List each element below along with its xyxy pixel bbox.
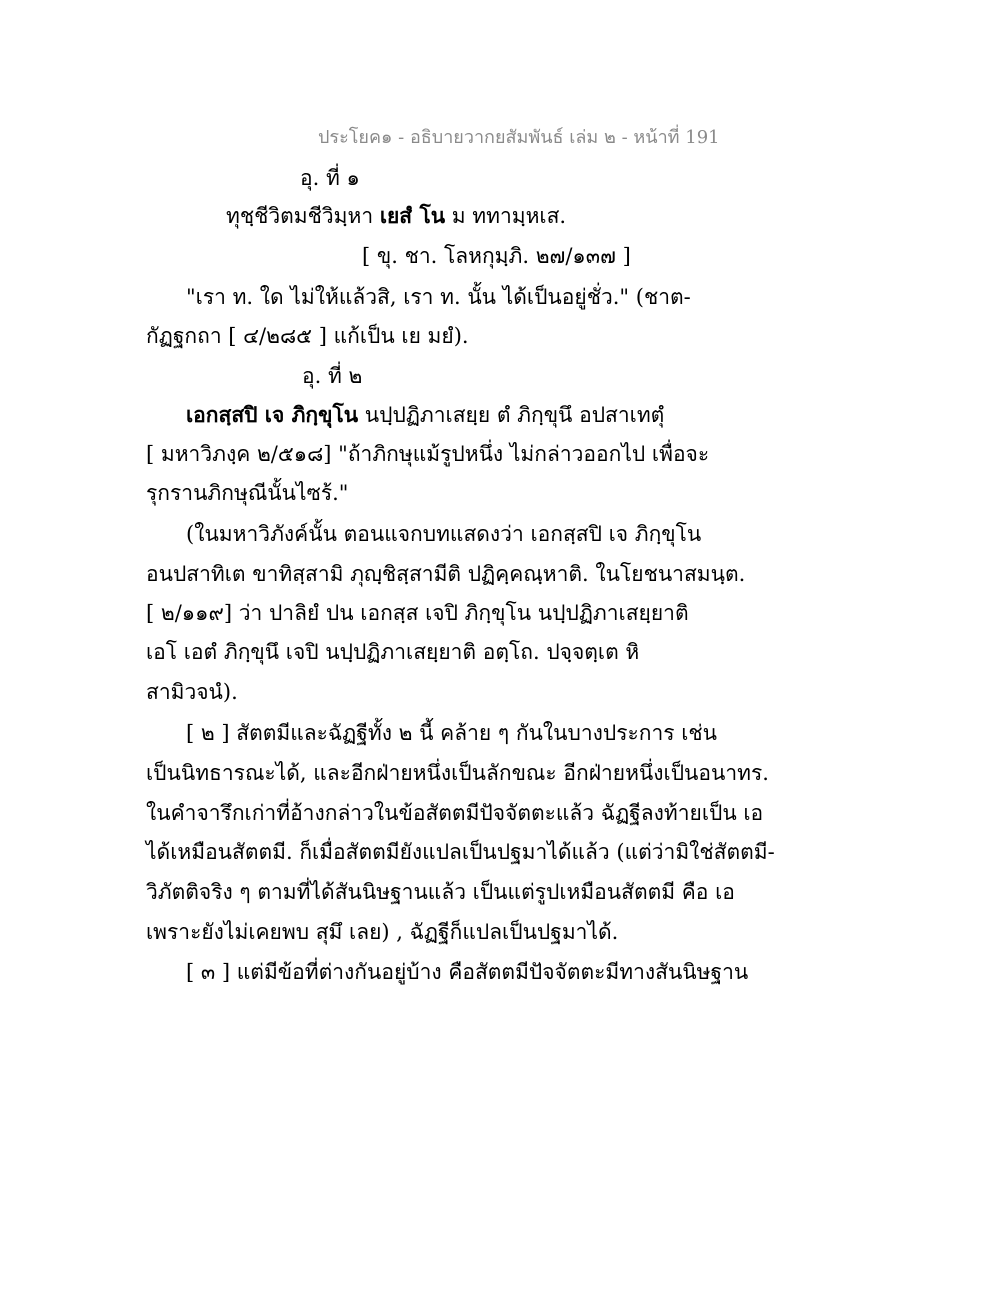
example-1-reference: [ ขุ. ชา. โลหกุมฺภิ. ๒๗/๑๓๗ ] — [362, 244, 631, 268]
example-2-note-4: เอโ เอตํ ภิกฺขุนึ เจปิ นปฺปฏิภาเสยฺยาติ อตฺโถ. ปจฺจตฺเต หิ — [146, 640, 640, 664]
example-2-note-2: อนปสาทิเต ขาทิสฺสามิ ภุญฺชิสฺสามีติ ปฏิคฺคณฺหาติ. ในโยชนาสมนฺต. — [146, 562, 746, 586]
example-1-label: อุ. ที่ ๑ — [300, 166, 360, 190]
example-2-note-5: สามิวจนํ). — [146, 680, 238, 704]
example-2-note-3: [ ๒/๑๑๙] ว่า ปาลิยํ ปน เอกสฺส เจปิ ภิกฺขุโน นปฺปฏิภาเสยฺยาติ — [146, 601, 689, 625]
example-1-pali-a: ทุชฺชีวิตมชีวิมฺหา — [226, 204, 380, 228]
paragraph-2-line-1: [ ๒ ] สัตตมีและฉัฏฐีทั้ง ๒ นี้ คล้าย ๆ กันในบางประการ เช่น — [186, 721, 718, 745]
paragraph-2-line-4: ได้เหมือนสัตตมี. ก็เมื่อสัตตมียังแปลเป็นปฐมาได้แล้ว (แต่ว่ามิใช่สัตตมี- — [146, 840, 775, 864]
example-2-bold: เอกสฺสปิ เจ ภิกฺขุโน — [186, 402, 359, 427]
example-2-note-1: (ในมหาวิภังค์นั้น ตอนแจกบทแสดงว่า เอกสฺสปิ เจ ภิกฺขุโน — [186, 522, 702, 546]
example-2-line-3: รุกรานภิกษุณีนั้นไซร้." — [146, 481, 349, 505]
paragraph-2-line-2: เป็นนิทธารณะได้, และอีกฝ่ายหนึ่งเป็นลักขณะ อีกฝ่ายหนึ่งเป็นอนาทร. — [146, 761, 769, 785]
paragraph-2-line-3: ในคำจารึกเก่าที่อ้างกล่าวในข้อสัตตมีปัจจัตตะแล้ว ฉัฏฐีลงท้ายเป็น เอ — [146, 801, 764, 825]
paragraph-2-line-5: วิภัตติจริง ๆ ตามที่ได้สันนิษฐานแล้ว เป็นแต่รูปเหมือนสัตตมี คือ เอ — [146, 880, 735, 904]
example-2-line-1 — [186, 401, 664, 429]
example-2-label: อุ. ที่ ๒ — [302, 364, 363, 388]
example-1-pali — [226, 202, 566, 230]
example-2-line-2: [ มหาวิภงฺค ๒/๕๑๘] "ถ้าภิกษุแม้รูปหนึ่ง ไม่กล่าวออกไป เพื่อจะ — [146, 442, 710, 466]
example-2-rest: นปฺปฏิภาเสยฺย ตํ ภิกฺขุนึ อปสาเทตุํ — [358, 403, 665, 427]
example-1-translation-2: กัฏฐกถา [ ๔/๒๘๕ ] แก้เป็น เย มยํ). — [146, 324, 469, 348]
paragraph-3-line-1: [ ๓ ] แต่มีข้อที่ต่างกันอยู่บ้าง คือสัตตมีปัจจัตตะมีทางสันนิษฐาน — [186, 960, 749, 984]
page-header: ประโยค๑ - อธิบายวากยสัมพันธ์ เล่ม ๒ - หน้าที่ 191 — [318, 127, 720, 148]
example-1-translation-1: "เรา ท. ใด ไม่ให้แล้วสิ, เรา ท. นั้น ได้เป็นอยู่ชั่ว." (ชาต- — [186, 285, 691, 309]
example-1-pali-bold: เยสํ โน — [379, 203, 446, 228]
example-1-pali-c: ม ททามฺหเส. — [445, 204, 567, 228]
paragraph-2-line-6: เพราะยังไม่เคยพบ สุมึ เลย) , ฉัฏฐีก็แปลเป็นปฐมาได้. — [146, 920, 619, 944]
